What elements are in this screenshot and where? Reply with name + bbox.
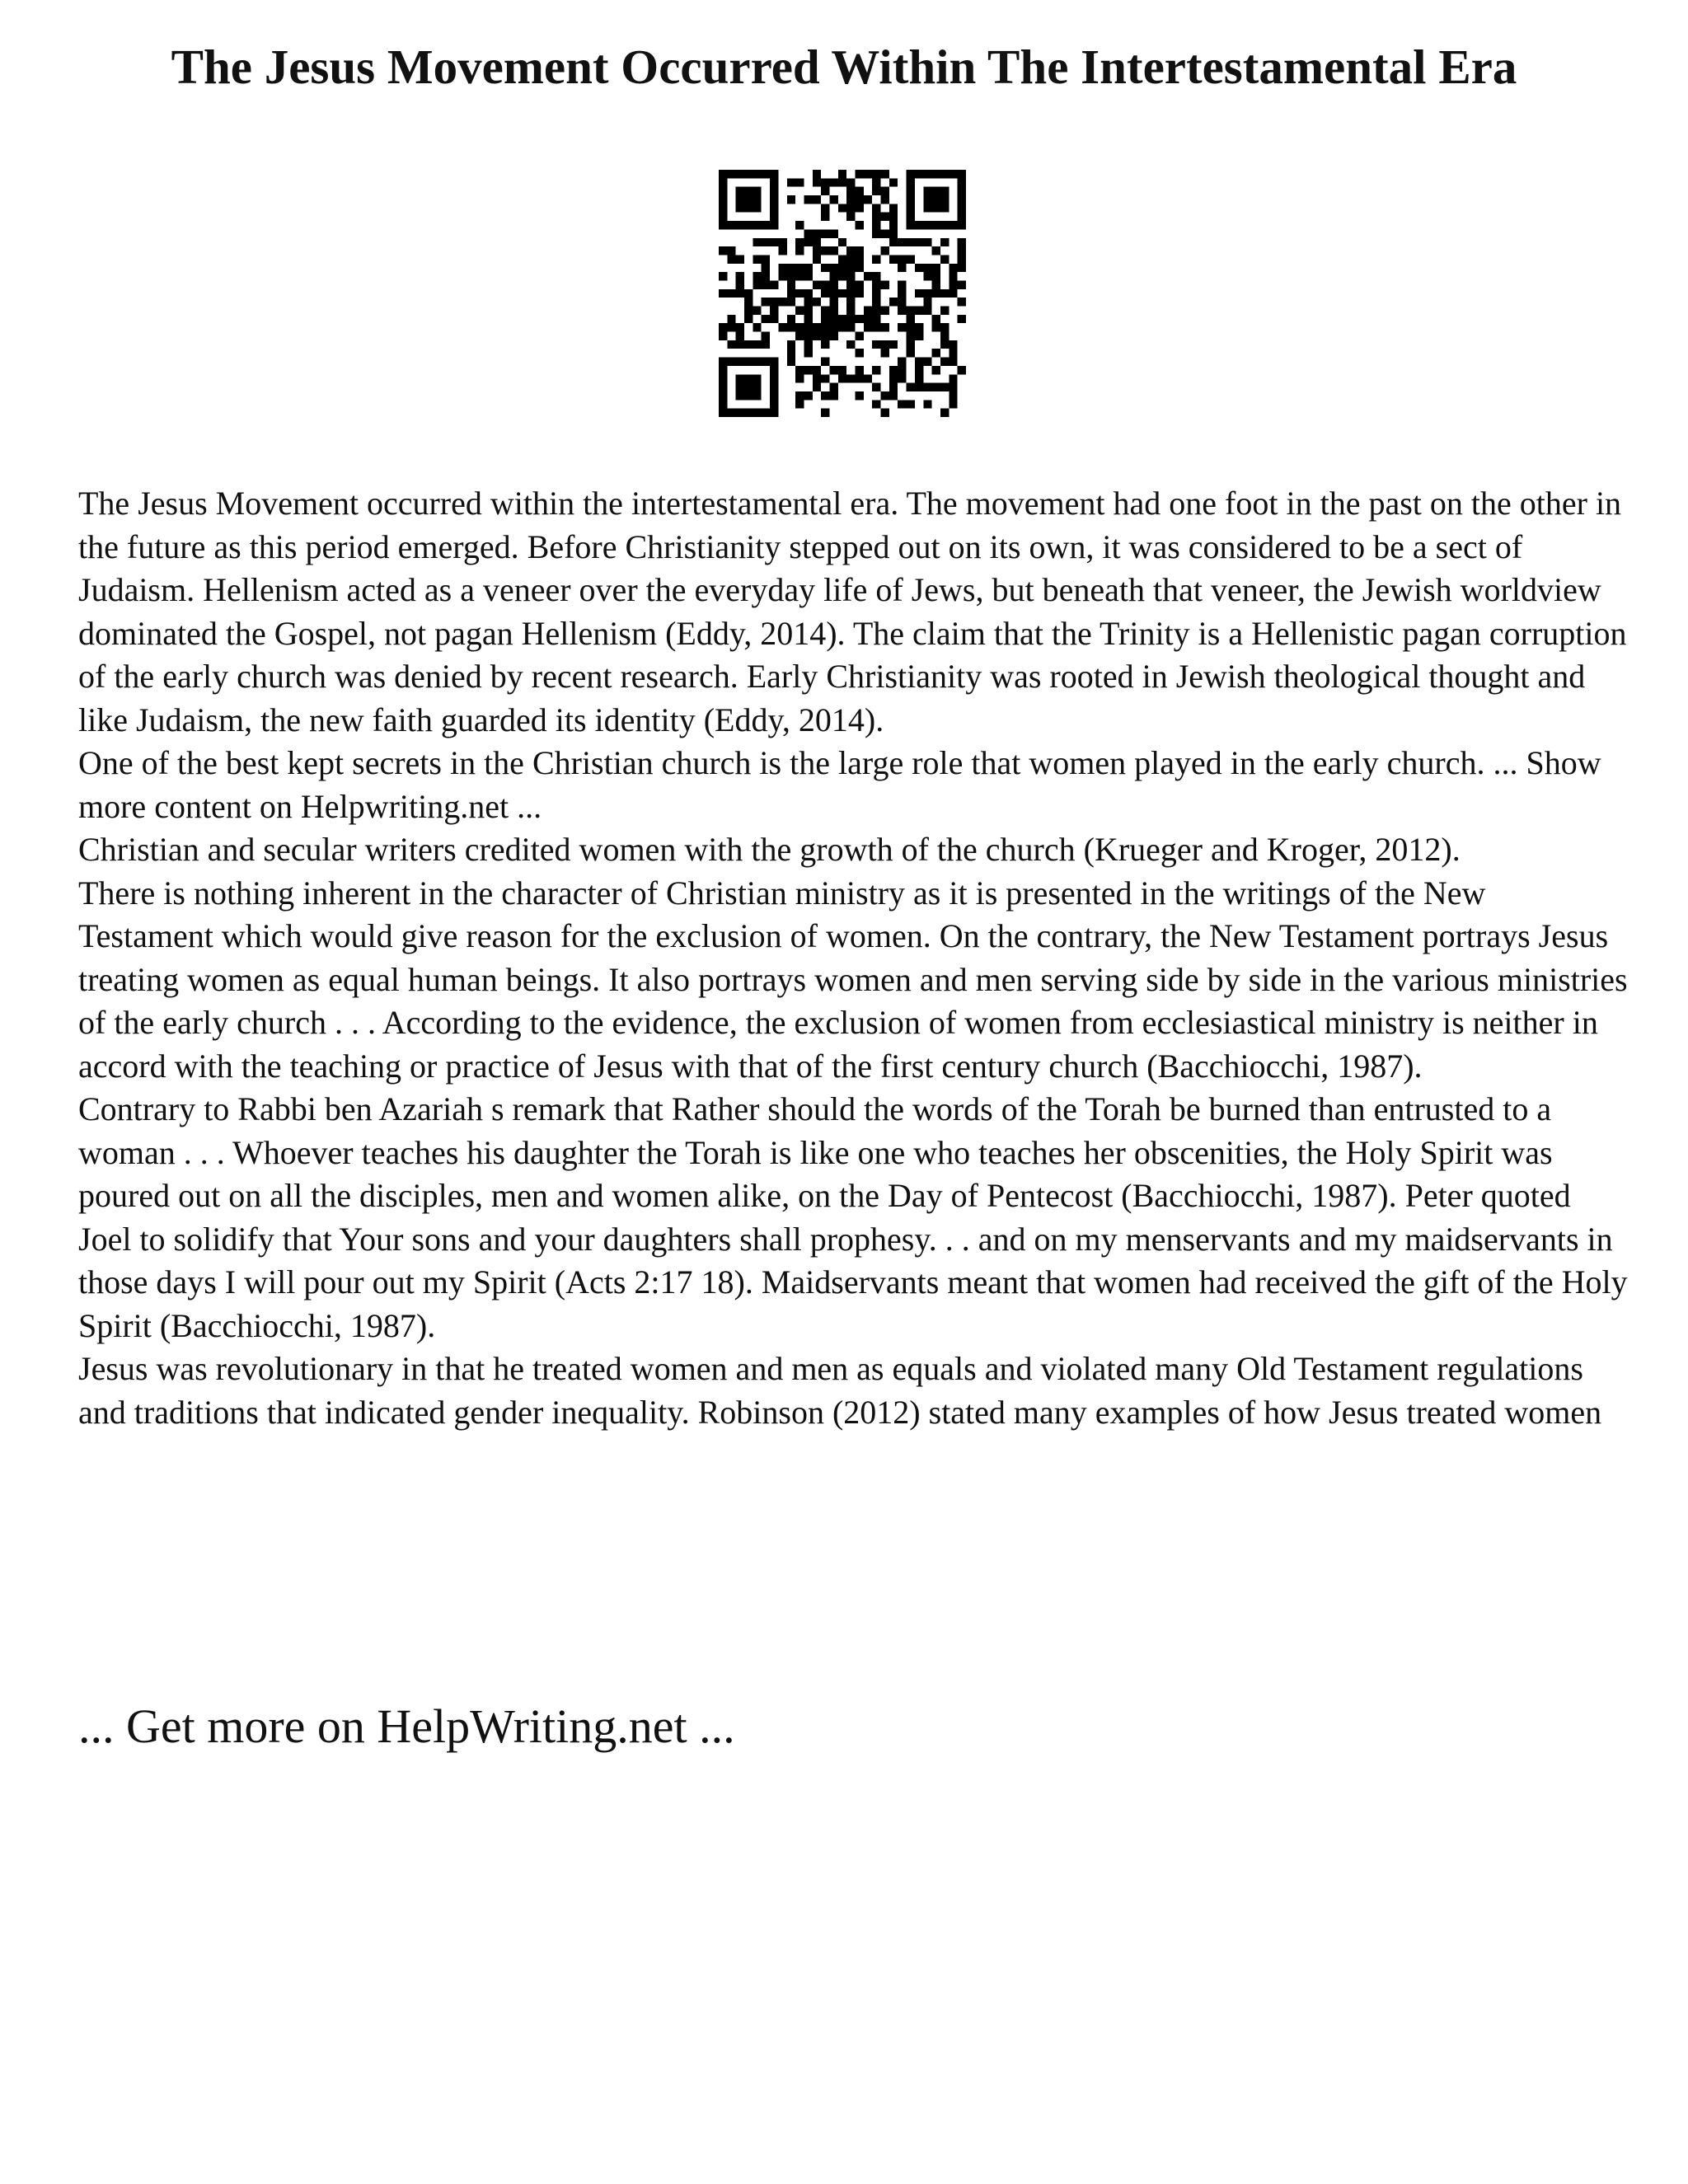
paragraph-6: Jesus was revolutionary in that he treated women and men as equals and violated many Old Testament regulations and traditions that indicated gender inequality. Robinson (2012) stated many examples of how Jesus treated women xyxy=(78,1350,1602,1431)
paragraph-2: One of the best kept secrets in the Christian church is the large role that women played in the early church. ... Show more content on Helpwriting.net ... xyxy=(78,744,1601,825)
paragraph-1: The Jesus Movement occurred within the intertestamental era. The movement had one foot in the past on the other in the future as this period emerged. Before Christianity stepped out on its own, it was considered to be a sect of Judaism. Hellenism acted as a veneer over the everyday life of Jews, but beneath that veneer, the Jewish worldview dominated the Gospel, not pagan Hellenism (Eddy, 2014). The claim that the Trinity is a Hellenistic pagan corruption of the early church was denied by recent research. Early Christianity was rooted in Jewish theological thought and like Judaism, the new faith guarded its identity (Eddy, 2014). xyxy=(78,485,1627,738)
paragraph-4: There is nothing inherent in the character of Christian ministry as it is presented in the writings of the New Testament which would give reason for the exclusion of women. On the contrary, the New Testament portrays Jesus treating women as equal human beings. It also portrays women and men serving side by side in the various ministries of the early church . . . According to the evidence, the exclusion of women from ecclesiastical ministry is neither in accord with the teaching or practice of Jesus with that of the first century church (Bacchiocchi, 1987). xyxy=(78,874,1628,1085)
page-title: The Jesus Movement Occurred Within The Intertestamental Era xyxy=(171,40,1517,94)
get-more-link[interactable]: ... Get more on HelpWriting.net ... xyxy=(78,1699,735,1753)
qr-code-icon[interactable] xyxy=(719,170,966,417)
paragraph-5: Contrary to Rabbi ben Azariah s remark that Rather should the words of the Torah be burned than entrusted to a woman . . . Whoever teaches his daughter the Torah is like one who teaches her obscenities, the Holy Spirit was poured out on all the disciples, men and women alike, on the Day of Pentecost (Bacchiocchi, 1987). Peter quoted Joel to solidify that Your sons and your daughters shall prophesy. . . and on my menservants and my maidservants in those days I will pour out my Spirit (Acts 2:17 18). Maidservants meant that women had received the gift of the Holy Spirit (Bacchiocchi, 1987). xyxy=(78,1090,1628,1344)
article-body xyxy=(78,482,1628,1434)
paragraph-3: Christian and secular writers credited women with the growth of the church (Krueger and Kroger, 2012). xyxy=(78,831,1461,868)
qr-code-graphic xyxy=(719,170,966,417)
